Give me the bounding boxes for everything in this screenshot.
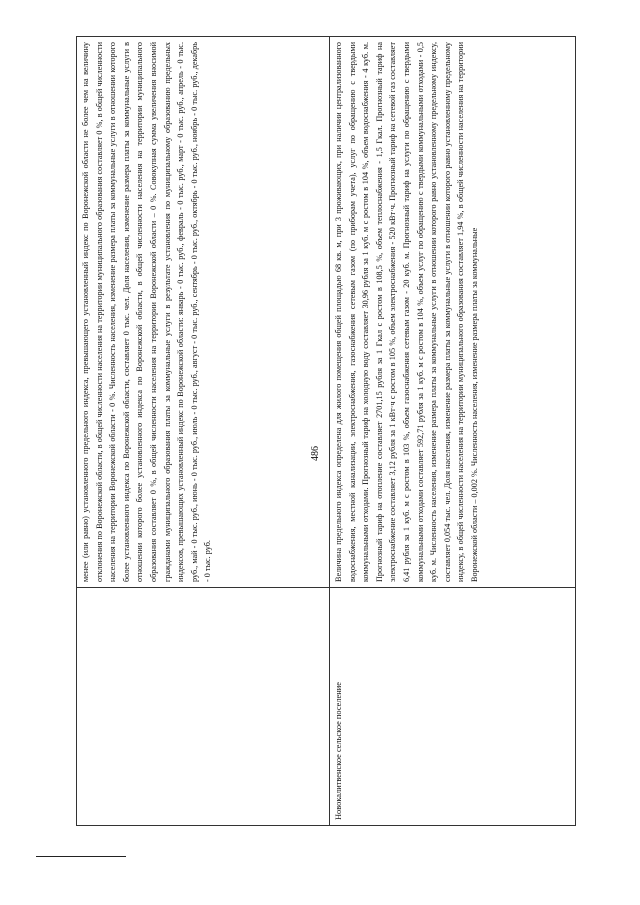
description-text: менее (или равно) установленного предельного индекса, превышающего установленный индекс по Воронежской области не более чем на величину отклонения по Воронежской области, в общей численности населения на территории муниципального образования составляет 0 %, в общей численности населения на территории Воронежской области - 0 %. Численность населения, изменение размера платы за коммунальные услуги в отношении которого более установленного индекса по Воронежской области, составляет 0 тыс. чел. Доля населения, изменение размера платы за коммунальные услуги в отношении которого более установленного индекса по Воронежской области, в общей численности населения на территории муниципального образования составляет 0 %, в общей численности населения на территории Воронежской области – 0 %. Совокупная сумма увеличения вносимой гражданами муниципального образования платы за коммунальные услуги в результате установления по муниципальному образованию предельных индексов, превышающих установленный индекс по Воронежской области: январь - 0 тыс. руб., февраль - 0 тыс. руб., март - 0 тыс. руб., апрель - 0 тыс. руб., май - 0 тыс. руб., июнь - 0 тыс. руб., июль - 0 тыс. руб., август - 0 тыс. руб., сентябрь - 0 тыс. руб., октябрь - 0 тыс. руб., ноябрь - 0 тыс. руб., декабрь - 0 тыс. руб. xyxy=(81,42,213,582)
table-row xyxy=(76,36,330,826)
settlement-name xyxy=(77,588,81,825)
rotated-table-frame xyxy=(76,36,576,826)
settlement-cell xyxy=(330,587,575,825)
footnote-rule xyxy=(36,856,126,857)
table-row xyxy=(329,36,576,826)
description-cell xyxy=(77,37,329,587)
description-cell xyxy=(330,37,575,587)
description-text: Величина предельного индекса определена для жилого помещения общей площадью 68 кв. м, при 3 проживающих, при наличии централизованного водоснабжения, местной канализации, электроснабжения, газоснабжения сетевым газом (по приборам учета), услуг по обращению с твердыми коммунальными отходами. Прогнозный тариф на холодную воду составляет 30,96 рубля за 1 куб. м с ростом в 104 %, объем водоснабжения - 4 куб. м. Прогнозный тариф на отопление составляет 2701,15 рубля за 1 Гкал с ростом в 108,5 %, объем теплоснабжения - 1,5 Гкал. Прогнозный тариф на электроснабжение составляет 3,12 рубля за 1 кВт·ч с ростом в 105 %, объем электроснабжения - 520 кВт·ч. Прогнозный тариф на сетевой газ составляет 6,41 рубля за 1 куб. м с ростом в 103 %, объем газоснабжения сетевым газом - 20 куб. м. Прогнозный тариф на услуги по обращению с твердыми коммунальными отходами составляет 592,71 рубля за 1 куб. м с ростом в 104 %, объем услуг по обращению с твердыми коммунальными отходами - 0,5 куб. м. Численность населения, изменение размера платы за коммунальные услуги в отношении которого равно установленному предельному индексу, составляет 0,054 тыс. чел. Доля населения, изменение размера платы за коммунальные услуги в отношении которого равно установленному предельному индексу, в общей численности населения на территории муниципального образования составляет 1,94 %, в общей численности населения на территории Воронежской области – 0,002 %. Численность населения, изменение размера платы за коммунальные xyxy=(334,42,479,582)
settlement-cell xyxy=(77,587,329,825)
settlement-name: Новокалитвенское сельское поселение xyxy=(334,682,343,820)
page-number: 486 xyxy=(310,446,321,461)
